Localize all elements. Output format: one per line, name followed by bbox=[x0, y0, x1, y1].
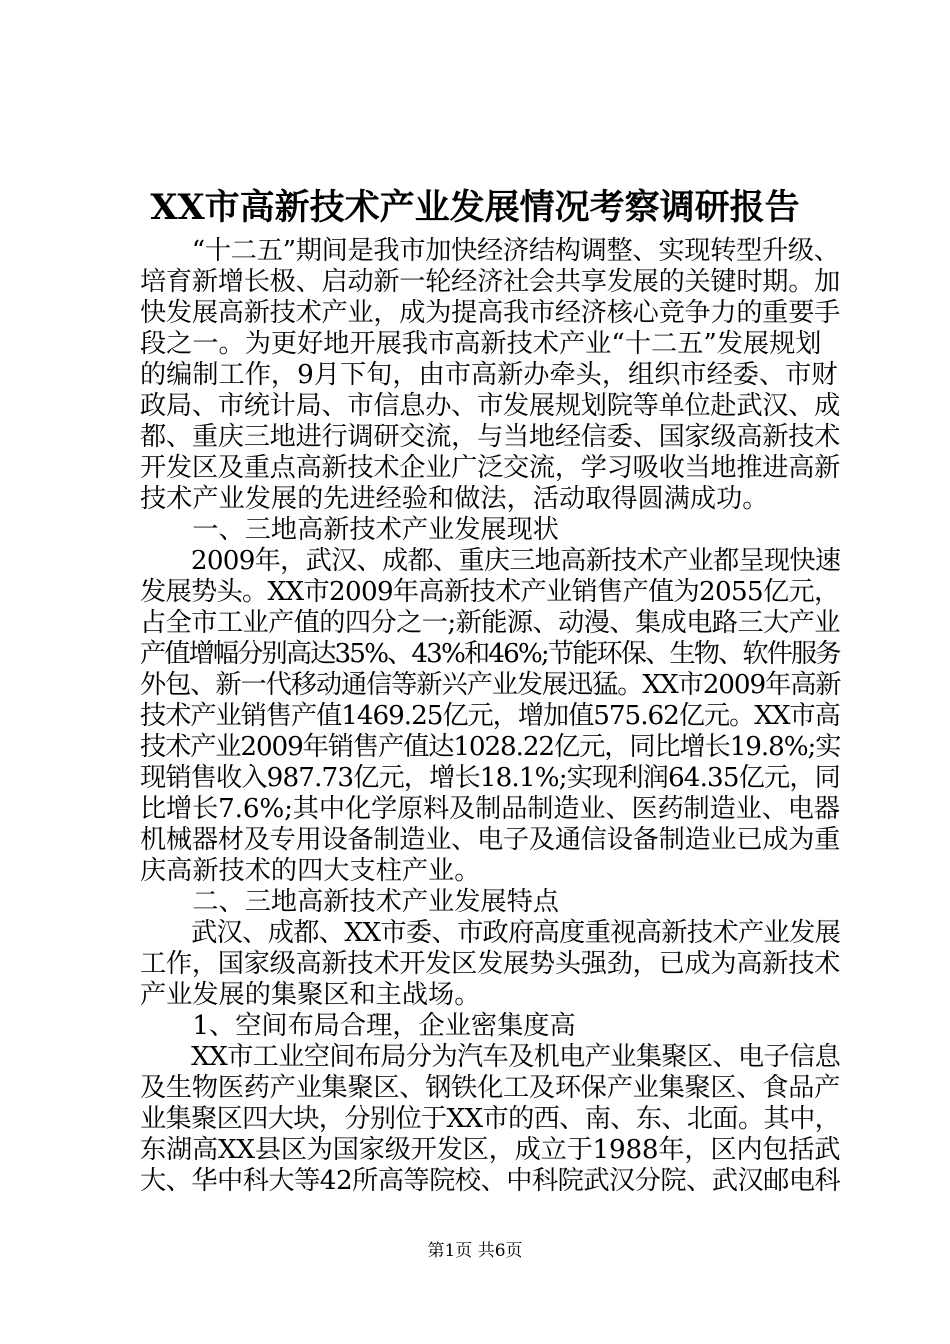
text-line: 培育新增长极、启动新一轮经济社会共享发展的关键时期。加 bbox=[140, 267, 841, 297]
document-body bbox=[140, 236, 840, 1197]
page-footer: 第1页 共6页 bbox=[427, 1241, 523, 1261]
text-line: 开发区及重点高新技术企业广泛交流，学习吸收当地推进高新 bbox=[140, 453, 841, 483]
text-line: 比增长7.6%;其中化学原料及制品制造业、医药制造业、电器 bbox=[140, 794, 840, 824]
text-line: 技术产业发展的先进经验和做法，活动取得圆满成功。 bbox=[140, 484, 769, 514]
text-line: 产值增幅分别高达35%、43%和46%;节能环保、生物、软件服务 bbox=[140, 639, 840, 669]
document-title: XX市高新技术产业发展情况考察调研报告 bbox=[150, 187, 800, 228]
text-line: 现销售收入987.73亿元，增长18.1%;实现利润64.35亿元，同 bbox=[140, 763, 840, 793]
text-line: 机械器材及专用设备制造业、电子及通信设备制造业已成为重 bbox=[140, 825, 841, 855]
text-line: 大、华中科大等42所高等院校、中科院武汉分院、武汉邮电科 bbox=[140, 1166, 841, 1196]
text-line: 发展势头。XX市2009年高新技术产业销售产值为2055亿元， bbox=[140, 577, 840, 607]
text-line: 政局、市统计局、市信息办、市发展规划院等单位赴武汉、成 bbox=[140, 391, 841, 421]
text-line: 产业发展的集聚区和主战场。 bbox=[140, 980, 481, 1010]
text-line: 都、重庆三地进行调研交流，与当地经信委、国家级高新技术 bbox=[140, 422, 841, 452]
text-line: 一、三地高新技术产业发展现状 bbox=[140, 515, 559, 545]
text-line: 段之一。为更好地开展我市高新技术产业“十二五”发展规划 bbox=[140, 329, 822, 359]
text-line: 东湖高XX县区为国家级开发区，成立于1988年，区内包括武 bbox=[140, 1135, 841, 1165]
text-line: 占全市工业产值的四分之一;新能源、动漫、集成电路三大产业 bbox=[140, 608, 840, 638]
text-line: 二、三地高新技术产业发展特点 bbox=[140, 887, 559, 917]
text-line: 技术产业2009年销售产值达1028.22亿元，同比增长19.8%;实 bbox=[140, 732, 841, 762]
text-line: 工作，国家级高新技术开发区发展势头强劲，已成为高新技术 bbox=[140, 949, 841, 979]
text-line: 外包、新一代移动通信等新兴产业发展迅猛。XX市2009年高新 bbox=[140, 670, 841, 700]
text-line: 快发展高新技术产业，成为提高我市经济核心竞争力的重要手 bbox=[140, 298, 841, 328]
text-line: “十二五”期间是我市加快经济结构调整、实现转型升级、 bbox=[140, 236, 840, 266]
text-line: 1、空间布局合理，企业密集度高 bbox=[140, 1011, 576, 1041]
text-line: 业集聚区四大块，分别位于XX市的西、南、东、北面。其中， bbox=[140, 1104, 841, 1134]
text-line: 庆高新技术的四大支柱产业。 bbox=[140, 856, 481, 886]
text-line: XX市工业空间布局分为汽车及机电产业集聚区、电子信息 bbox=[140, 1042, 841, 1072]
text-line: 2009年，武汉、成都、重庆三地高新技术产业都呈现快速 bbox=[140, 546, 841, 576]
text-line: 技术产业销售产值1469.25亿元，增加值575.62亿元。XX市高 bbox=[140, 701, 840, 731]
text-line: 及生物医药产业集聚区、钢铁化工及环保产业集聚区、食品产 bbox=[140, 1073, 841, 1103]
text-line: 武汉、成都、XX市委、市政府高度重视高新技术产业发展 bbox=[140, 918, 841, 948]
text-line: 的编制工作，9月下旬，由市高新办牵头，组织市经委、市财 bbox=[140, 360, 838, 390]
